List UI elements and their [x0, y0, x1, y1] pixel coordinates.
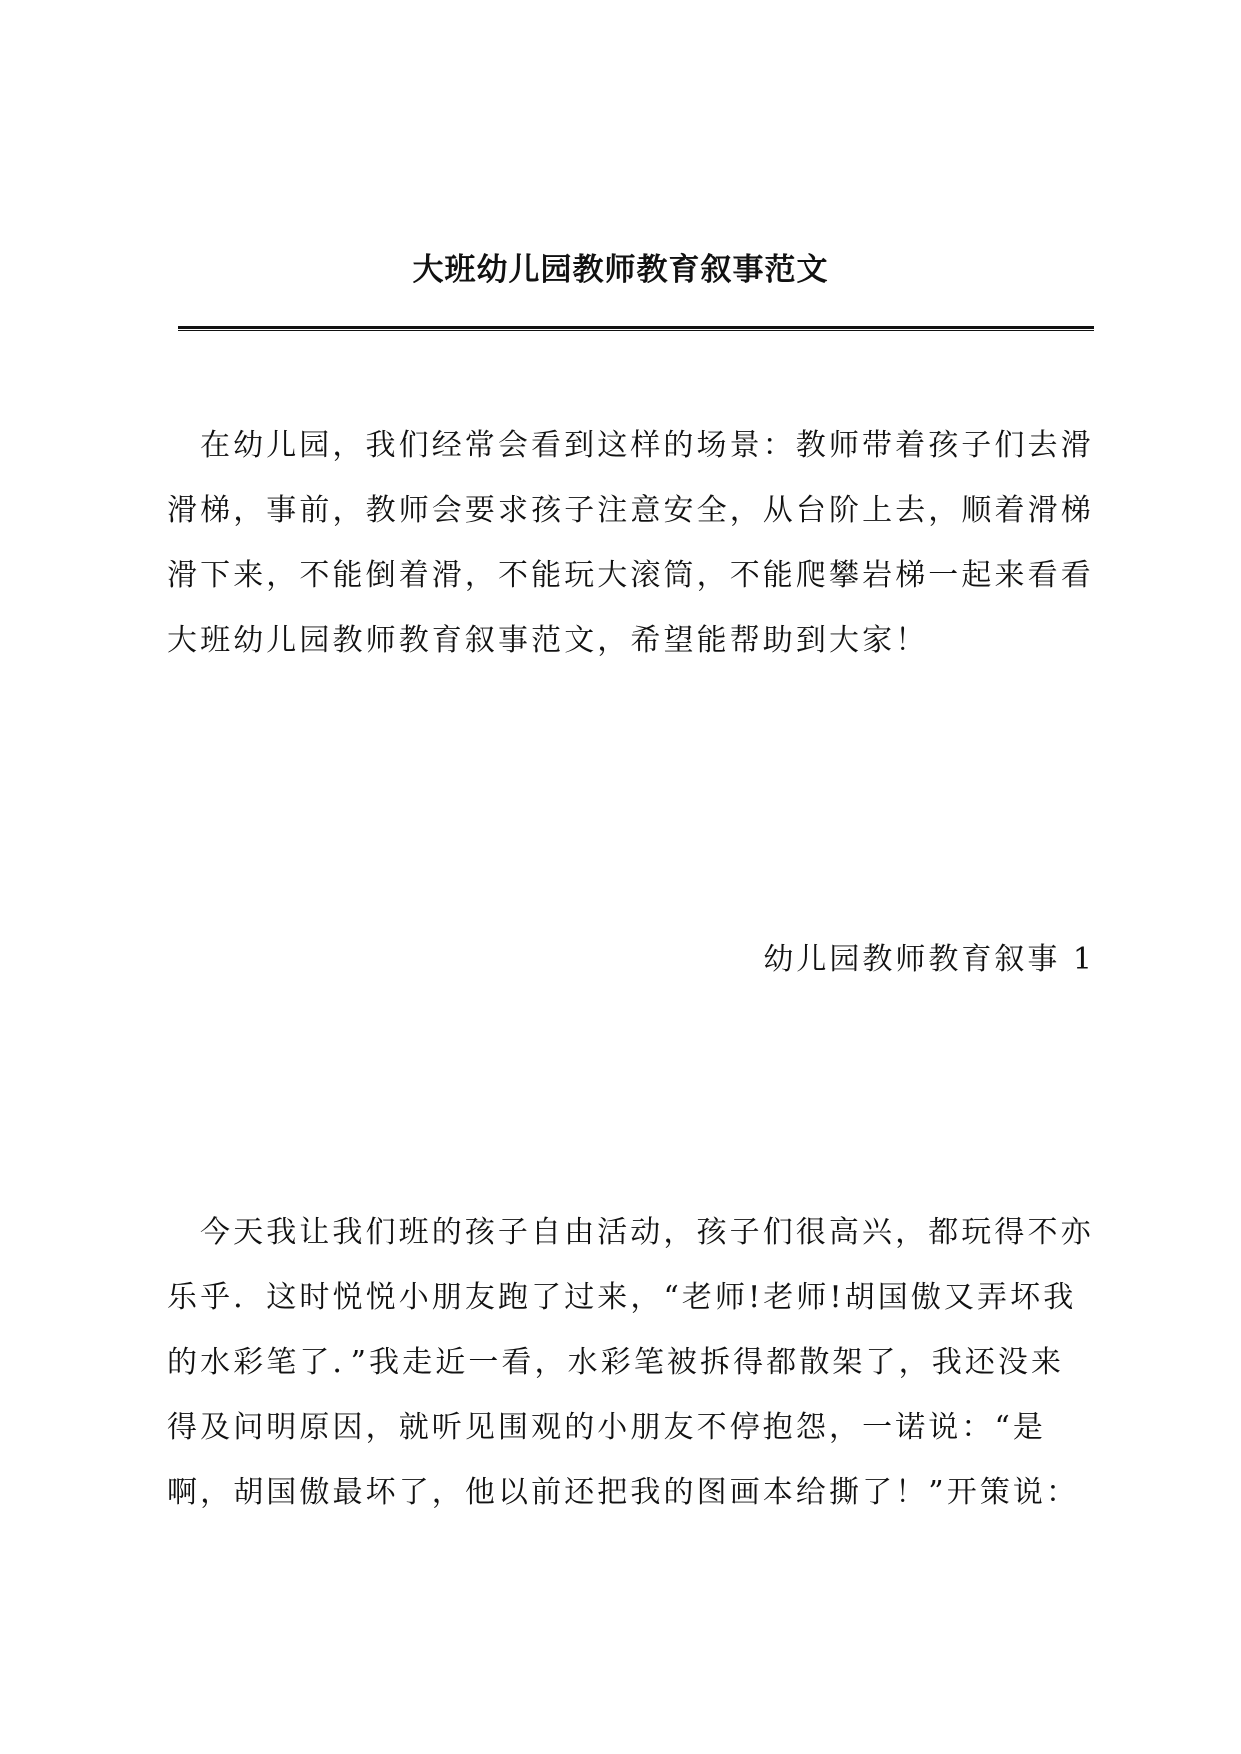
intro-paragraph: [167, 413, 1097, 673]
paragraph-line: 大班幼儿园教师教育叙事范文，希望能帮助到大家！: [167, 623, 929, 658]
paragraph-line: 得及问明原因，就听见围观的小朋友不停抱怨，一诺说：“是: [167, 1410, 1047, 1445]
paragraph-line: 滑下来，不能倒着滑，不能玩大滚筒，不能爬攀岩梯一起来看看: [167, 558, 1094, 593]
title-divider: [178, 326, 1094, 331]
paragraph-line: 乐乎．这时悦悦小朋友跑了过来，“老师!老师!胡国傲又弄坏我: [167, 1280, 1077, 1315]
section-heading: 幼儿园教师教育叙事 1: [763, 942, 1095, 977]
document-title: 大班幼儿园教师教育叙事范文: [412, 252, 829, 288]
paragraph-line: 今天我让我们班的孩子自由活动，孩子们很高兴，都玩得不亦: [200, 1215, 1094, 1250]
paragraph-line: 啊，胡国傲最坏了，他以前还把我的图画本给撕了！”开策说：: [167, 1475, 1080, 1510]
paragraph-line: 滑梯，事前，教师会要求孩子注意安全，从台阶上去，顺着滑梯: [167, 493, 1094, 528]
story-paragraph: [167, 1200, 1097, 1525]
paragraph-line: 的水彩笔了．”我走近一看，水彩笔被拆得都散架了，我还没来: [167, 1345, 1065, 1380]
paragraph-line: 在幼儿园，我们经常会看到这样的场景：教师带着孩子们去滑: [200, 428, 1094, 463]
